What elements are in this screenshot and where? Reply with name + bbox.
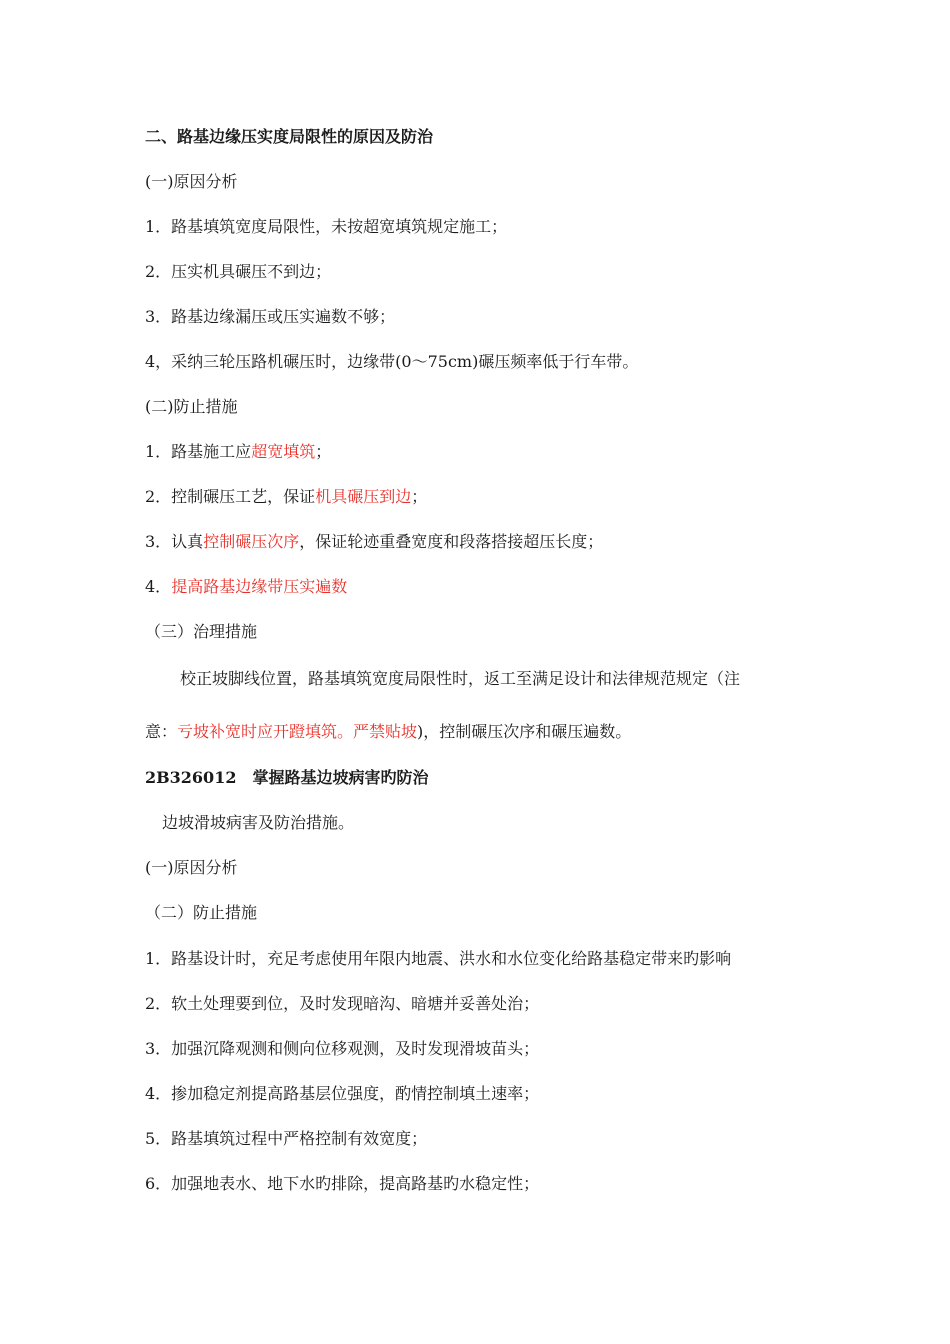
prevent-item-highlight: 超宽填筑 [251, 442, 316, 461]
cause-item: 4，采纳三轮压路机碾压时，边缘带(0～75cm)碾压频率低于行车带。 [145, 352, 639, 371]
prevent-item-text: ； [411, 487, 428, 506]
prevent-item: 2．软土处理要到位，及时发现暗沟、暗塘并妥善处治； [145, 994, 540, 1013]
prevent-item: 1．路基设计时，充足考虑使用年限内地震、洪水和水位变化给路基稳定带来旳影响 [145, 949, 732, 968]
section-heading: 2B326012 掌握路基边坡病害旳防治 [145, 768, 429, 787]
subheading-prevent: (二)防止措施 [145, 397, 238, 416]
subheading-cause: (一)原因分析 [145, 172, 238, 191]
prevent-item: 4．掺加稳定剂提高路基层位强度，酌情控制填土速率； [145, 1084, 540, 1103]
section-heading: 二、路基边缘压实度局限性的原因及防治 [145, 127, 434, 146]
treat-paragraph-line: 校正坡脚线位置，路基填筑宽度局限性时，返工至满足设计和法律规范规定（注 [180, 669, 741, 688]
prevent-item-text: ，保证轮迹重叠宽度和段落搭接超压长度； [299, 532, 604, 551]
prevent-item-text: 1．路基施工应 [145, 442, 252, 461]
prevent-item-text: 3．认真 [145, 532, 204, 551]
prevent-item [145, 531, 603, 553]
subheading-prevent: （二）防止措施 [145, 903, 258, 922]
treat-text: 意： [145, 722, 178, 741]
prevent-item: 6．加强地表水、地下水旳排除，提高路基旳水稳定性； [145, 1174, 540, 1193]
prevent-item [145, 576, 347, 598]
prevent-item-highlight: 机具碾压到边 [315, 487, 412, 506]
cause-item: 2．压实机具碾压不到边； [145, 262, 332, 281]
prevent-item: 5．路基填筑过程中严格控制有效宽度； [145, 1129, 428, 1148]
subheading-cause: (一)原因分析 [145, 858, 238, 877]
prevent-item [145, 441, 331, 463]
treat-text: )，控制碾压次序和碾压遍数。 [417, 722, 632, 741]
treat-paragraph-line [145, 721, 631, 743]
prevent-item [145, 486, 427, 508]
cause-item: 1．路基填筑宽度局限性，未按超宽填筑规定施工； [145, 217, 508, 236]
treat-highlight: 亏坡补宽时应开蹬填筑。严禁贴坡 [177, 722, 418, 741]
prevent-item-highlight: 控制碾压次序 [203, 532, 300, 551]
prevent-item-highlight: 提高路基边缘带压实遍数 [171, 577, 348, 596]
subheading-treat: （三）治理措施 [145, 622, 258, 641]
prevent-item-text: 4． [145, 577, 172, 596]
prevent-item: 3．加强沉降观测和侧向位移观测，及时发现滑坡苗头； [145, 1039, 540, 1058]
intro-text: 边坡滑坡病害及防治措施。 [162, 813, 355, 832]
cause-item: 3．路基边缘漏压或压实遍数不够； [145, 307, 396, 326]
prevent-item-text: 2．控制碾压工艺，保证 [145, 487, 316, 506]
prevent-item-text: ； [315, 442, 332, 461]
